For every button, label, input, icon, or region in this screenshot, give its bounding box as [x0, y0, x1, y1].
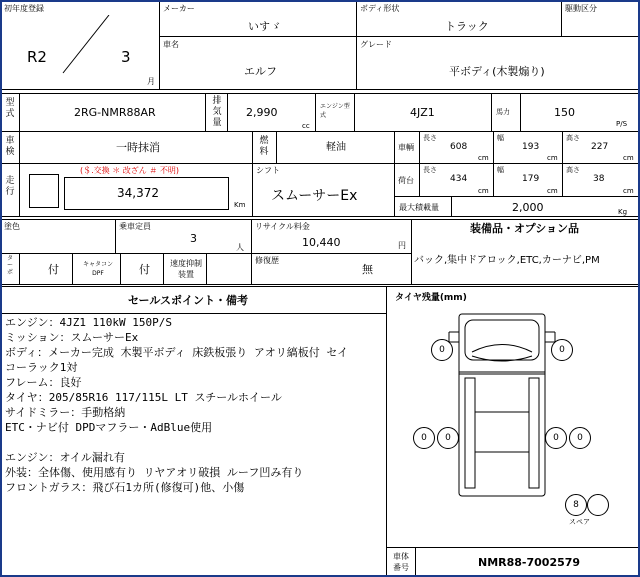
sales-point-line: コーラック1対 — [5, 361, 78, 374]
sales-point-line: エンジン：4JZ1 110kW 150P/S — [5, 316, 173, 329]
cargo-width-unit: cm — [547, 187, 558, 195]
registration-label: 初年度登録 — [4, 4, 44, 13]
recycle-unit: 円 — [398, 241, 406, 250]
cargo-width-value: 179 — [522, 174, 540, 184]
max-load-value: 2,000 — [512, 201, 544, 214]
maker-cell — [159, 0, 357, 37]
grade-cell — [356, 36, 640, 90]
sales-point-line: ETC・ナビ付 DPDマフラー・AdBlue使用 — [5, 421, 213, 434]
power-unit: P/S — [616, 120, 628, 128]
cab-label: 車輌 — [398, 143, 414, 152]
dpf-label-cell — [72, 253, 121, 285]
cargo-label: 荷台 — [398, 176, 414, 185]
model-code-label: 型式 — [5, 98, 15, 119]
tire-rear-inner-left: 0 — [437, 427, 459, 449]
power-cell — [520, 93, 640, 132]
dpf-value: 付 — [139, 263, 150, 276]
cab-width-value: 193 — [522, 142, 540, 152]
tire-spare: 8 — [565, 494, 587, 516]
cargo-length-value: 434 — [450, 174, 468, 184]
chassis-label: 車体番号 — [393, 552, 409, 572]
sales-point-line: ボディ：メーカー完成 木製平ボディ 床鉄板張り アオリ縞板付 セイ — [5, 346, 349, 359]
mileage-label-cell — [0, 163, 20, 217]
recycle-value: 10,440 — [302, 236, 341, 249]
spare-label: スペア — [569, 518, 590, 526]
max-load-cell — [451, 196, 640, 217]
fuel-label-cell — [252, 131, 277, 164]
speed-limiter-label-cell — [163, 253, 207, 285]
speed-limiter-cell — [206, 253, 252, 285]
displacement-label: 排気量 — [212, 96, 222, 128]
cab-height-value: 227 — [591, 142, 609, 152]
displacement-cell — [227, 93, 316, 132]
inspection-value: 一時抹消 — [116, 141, 160, 154]
model-name-cell — [159, 36, 357, 90]
displacement-unit: cc — [302, 122, 310, 130]
displacement-value: 2,990 — [246, 106, 278, 119]
inspection-label: 車検 — [5, 136, 15, 157]
engine-type-label-cell — [315, 93, 355, 132]
shift-cell — [252, 163, 395, 217]
mileage-label: 走行 — [5, 176, 15, 197]
model-name-label: 車名 — [163, 40, 179, 49]
repair-cell — [251, 253, 412, 285]
capacity-label: 乗車定員 — [119, 222, 151, 231]
cab-height-cell — [562, 131, 640, 164]
body-type-cell — [356, 0, 562, 37]
sales-points-title: セールスポイント・備考 — [128, 294, 249, 307]
turbo-label: ターボ — [6, 255, 13, 276]
cargo-height-value: 38 — [593, 174, 605, 184]
capacity-cell — [115, 219, 252, 254]
cargo-length-unit: cm — [478, 187, 489, 195]
body-type-label: ボディ形状 — [360, 4, 400, 13]
mileage-unit: Km — [234, 201, 246, 209]
tire-spare-outline — [587, 494, 609, 516]
chassis-cell — [415, 547, 640, 577]
sales-points-header — [0, 286, 387, 314]
model-code-value: 2RG-NMR88AR — [74, 106, 156, 119]
cab-height-unit: cm — [623, 154, 634, 162]
drive-label: 駆動区分 — [565, 4, 597, 13]
cargo-length-label: 長さ — [423, 166, 437, 174]
equipment-title: 装備品・オプション品 — [470, 222, 580, 235]
truck-outline — [437, 312, 567, 502]
displacement-label-cell — [205, 93, 228, 132]
turbo-value: 付 — [48, 263, 59, 276]
registration-month: 3 — [121, 48, 131, 66]
model-code-cell — [19, 93, 206, 132]
cargo-height-unit: cm — [623, 187, 634, 195]
inspection-cell — [19, 131, 253, 164]
body-type-value: トラック — [445, 20, 489, 33]
tire-title: タイヤ残量(mm) — [395, 293, 467, 303]
power-value: 150 — [554, 106, 575, 119]
cab-length-unit: cm — [478, 154, 489, 162]
drive-cell — [561, 0, 640, 37]
cab-length-cell — [419, 131, 494, 164]
engine-type-label: エンジン型式 — [320, 103, 350, 119]
grade-value: 平ボディ(木製煽り) — [449, 65, 545, 78]
cab-label-cell — [394, 131, 420, 164]
fuel-cell — [276, 131, 395, 164]
inspection-label-cell — [0, 131, 20, 164]
speed-limiter-label: 速度抑制装置 — [170, 259, 202, 279]
cargo-height-label: 高さ — [566, 166, 580, 174]
power-label: 馬力 — [496, 108, 510, 116]
cab-width-unit: cm — [547, 154, 558, 162]
tire-front-left: 0 — [431, 339, 453, 361]
chassis-value: NMR88-7002579 — [478, 556, 581, 569]
cargo-width-cell — [493, 163, 563, 197]
capacity-unit: 人 — [236, 243, 244, 252]
color-cell — [0, 219, 116, 254]
engine-type-cell — [354, 93, 492, 132]
cab-height-label: 高さ — [566, 134, 580, 142]
recycle-cell — [251, 219, 412, 254]
model-code-label-cell — [0, 93, 20, 132]
turbo-label-cell — [0, 253, 20, 285]
maker-label: メーカー — [163, 4, 195, 13]
grade-label: グレード — [360, 40, 392, 49]
cab-width-cell — [493, 131, 563, 164]
registration-month-unit: 月 — [147, 77, 155, 86]
mileage-value: 34,372 — [117, 186, 159, 200]
shift-label: シフト — [256, 166, 280, 175]
sales-point-line: エンジン：オイル漏れ有 — [5, 451, 125, 464]
registration-era: R2 — [27, 48, 47, 66]
sales-point-line: ミッション：スムーサーEx — [5, 331, 139, 344]
dpf-label: キャタコンDPF — [82, 261, 113, 277]
tire-rear-outer-left: 0 — [413, 427, 435, 449]
tire-rear-outer-right: 0 — [569, 427, 591, 449]
repair-label: 修復歴 — [255, 256, 279, 265]
tire-rear-inner-right: 0 — [545, 427, 567, 449]
cab-width-label: 幅 — [497, 134, 504, 142]
dpf-cell — [120, 253, 164, 285]
engine-type-value: 4JZ1 — [410, 106, 435, 119]
tire-panel — [386, 286, 640, 548]
registration-cell — [0, 0, 160, 90]
fuel-value: 軽油 — [326, 142, 346, 153]
color-label: 塗色 — [4, 222, 20, 231]
cargo-height-cell — [562, 163, 640, 197]
mileage-cell — [19, 163, 253, 217]
capacity-value: 3 — [190, 232, 197, 245]
cargo-length-cell — [419, 163, 494, 197]
tire-front-right: 0 — [551, 339, 573, 361]
repair-value: 無 — [362, 263, 373, 276]
max-load-label-cell — [394, 196, 452, 217]
registration-slash — [61, 15, 111, 75]
equipment-value: バック,集中ドアロック,ETC,カーナビ,PM — [414, 255, 600, 266]
equipment-cell — [411, 219, 640, 285]
cargo-label-cell — [394, 163, 420, 197]
fuel-label: 燃料 — [259, 136, 269, 157]
cab-length-label: 長さ — [423, 134, 437, 142]
sales-point-line: フレーム：良好 — [5, 376, 82, 389]
power-label-cell — [491, 93, 521, 132]
sales-point-line: フロントガラス：飛び石1カ所(修復可)他、小傷 — [5, 481, 245, 494]
recycle-label: リサイクル料金 — [255, 222, 310, 231]
turbo-cell — [19, 253, 73, 285]
maker-value: いすゞ — [248, 20, 281, 33]
mileage-note: (＄.交換 ＊ 改ざん ＃ 不明) — [80, 166, 179, 175]
cab-length-value: 608 — [450, 142, 468, 152]
max-load-unit: Kg — [618, 208, 628, 216]
sales-point-line: サイドミラー：手動格納 — [5, 406, 126, 419]
mileage-checkbox — [29, 174, 59, 208]
shift-value: スムーサーEx — [271, 188, 358, 204]
sales-point-line: 外装：全体傷、使用感有り リヤアオリ破損 ルーフ凹み有り — [5, 466, 304, 479]
cargo-width-label: 幅 — [497, 166, 504, 174]
sales-points-body — [0, 313, 387, 577]
chassis-label-cell — [386, 547, 416, 577]
max-load-label: 最大積載量 — [399, 203, 439, 212]
model-name-value: エルフ — [244, 65, 277, 78]
sales-point-line: タイヤ：205/85R16 117/115L LT スチールホイール — [5, 391, 282, 404]
mileage-box — [64, 177, 229, 210]
